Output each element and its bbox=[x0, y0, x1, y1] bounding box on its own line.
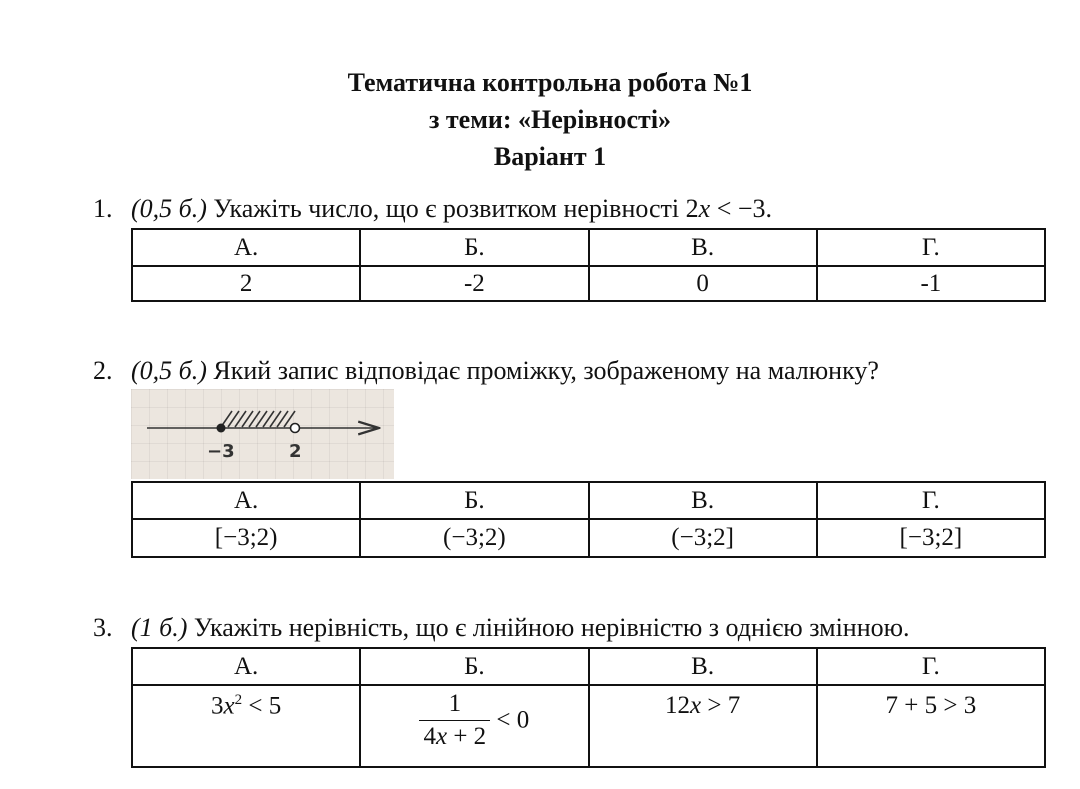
task-3-question bbox=[93, 613, 910, 643]
fraction: $\frac{1}{4x + 2}$ bbox=[419, 690, 490, 751]
table-answer-row bbox=[132, 685, 1045, 767]
table-header-row bbox=[132, 229, 1045, 266]
task-1-points: (0,5 б.) bbox=[131, 194, 207, 223]
table-header-row bbox=[132, 482, 1045, 519]
interval-hatching bbox=[221, 411, 295, 427]
option-c: 0 bbox=[589, 266, 817, 301]
option-d: 7 + 5 > 3 bbox=[817, 685, 1045, 767]
task-2-points: (0,5 б.) bbox=[131, 356, 207, 385]
title-line-3: Варіант 1 bbox=[493, 142, 607, 171]
title-line-1: Тематична контрольна робота №1 bbox=[347, 68, 753, 97]
option-header-c: В. bbox=[589, 648, 817, 685]
option-a: [−3;2) bbox=[132, 519, 360, 557]
task-1-number: 1. bbox=[93, 194, 113, 223]
option-header-a: А. bbox=[132, 482, 360, 519]
option-header-b: Б. bbox=[360, 482, 588, 519]
task-3-number: 3. bbox=[93, 613, 113, 642]
page-title bbox=[0, 64, 1080, 175]
option-header-d: Г. bbox=[817, 482, 1045, 519]
option-a: 2 bbox=[132, 266, 360, 301]
option-header-d: Г. bbox=[817, 648, 1045, 685]
option-b: $\frac{1}{4x + 2}$ < 0 bbox=[360, 685, 588, 767]
task-1-text: Укажіть число, що є розвитком нерівності bbox=[206, 194, 686, 223]
task-3-points: (1 б.) bbox=[131, 613, 188, 642]
task-1-answer-table bbox=[131, 228, 1046, 302]
option-header-a: А. bbox=[132, 648, 360, 685]
task-1-formula: 2x < −3. bbox=[685, 194, 773, 223]
option-header-c: В. bbox=[589, 229, 817, 266]
table-answer-row bbox=[132, 519, 1045, 557]
task-2-number: 2. bbox=[93, 356, 113, 385]
task-3-text: Укажіть нерівність, що є лінійною нерівністю з однією змінною. bbox=[187, 613, 910, 642]
option-b: -2 bbox=[360, 266, 588, 301]
open-point bbox=[291, 424, 300, 433]
option-header-b: Б. bbox=[360, 648, 588, 685]
option-header-d: Г. bbox=[817, 229, 1045, 266]
task-2-text: Який запис відповідає проміжку, зображеному на малюнку? bbox=[206, 356, 879, 385]
option-c: 12x > 7 bbox=[589, 685, 817, 767]
table-answer-row bbox=[132, 266, 1045, 301]
option-header-b: Б. bbox=[360, 229, 588, 266]
closed-point bbox=[217, 424, 226, 433]
task-1-question bbox=[93, 194, 772, 224]
option-a: $3x^2 < 5$ bbox=[132, 685, 360, 767]
option-b: (−3;2) bbox=[360, 519, 588, 557]
number-line-figure bbox=[131, 389, 394, 479]
option-c: (−3;2] bbox=[589, 519, 817, 557]
title-line-2: з теми: «Нерівності» bbox=[428, 105, 672, 134]
point-label-right: 2 bbox=[289, 441, 302, 462]
table-header-row bbox=[132, 648, 1045, 685]
point-label-left: −3 bbox=[207, 441, 235, 462]
option-d: -1 bbox=[817, 266, 1045, 301]
option-header-a: А. bbox=[132, 229, 360, 266]
task-3-answer-table bbox=[131, 647, 1046, 768]
task-2-question bbox=[93, 356, 879, 386]
option-header-c: В. bbox=[589, 482, 817, 519]
task-2-answer-table bbox=[131, 481, 1046, 558]
option-d: [−3;2] bbox=[817, 519, 1045, 557]
